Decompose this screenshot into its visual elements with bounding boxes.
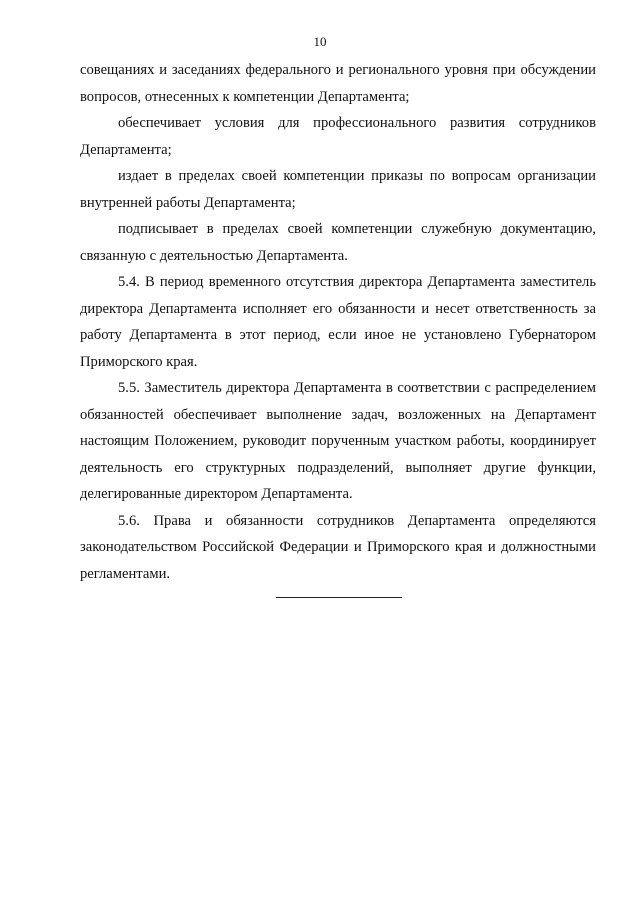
document-body — [80, 57, 596, 587]
clause-5-4 — [80, 269, 596, 375]
clause-text: Права и обязанности сотрудников Департамента определяются законодательством Российской Федерации и Приморского края и должностными регламентами. — [80, 512, 596, 582]
clause-number: 5.5. — [118, 380, 140, 396]
end-separator-line — [276, 597, 402, 598]
paragraph-signs-documentation: подписывает в пределах своей компетенции служебную документацию, связанную с деятельностью Департамента. — [80, 221, 596, 264]
paragraph-professional-development: обеспечивает условия для профессионального развития сотрудников Департамента; — [80, 115, 596, 158]
clause-5-5 — [80, 375, 596, 508]
clause-text: В период временного отсутствия директора Департамента заместитель директора Департамента исполняет его обязанности и несет ответственность за работу Департамента в этот период, если иное не установлено Губернатором Приморского края. — [80, 274, 596, 370]
paragraph-issues-orders: издает в пределах своей компетенции приказы по вопросам организации внутренней работы Департамента; — [80, 168, 596, 211]
paragraph-continuation: совещаниях и заседаниях федерального и регионального уровня при обсуждении вопросов, отнесенных к компетенции Департамента; — [80, 62, 596, 105]
clause-5-6 — [80, 508, 596, 588]
clause-text: Заместитель директора Департамента в соответствии с распределением обязанностей обеспечивает выполнение задач, возложенных на Департамент настоящим Положением, руководит порученным участком работы, координирует деятельность его структурных подразделений, выполняет другие функции, делегированные директором Департамента. — [80, 380, 596, 502]
page-number: 10 — [313, 34, 327, 49]
clause-number: 5.4. — [118, 274, 140, 290]
clause-number: 5.6. — [118, 512, 140, 529]
